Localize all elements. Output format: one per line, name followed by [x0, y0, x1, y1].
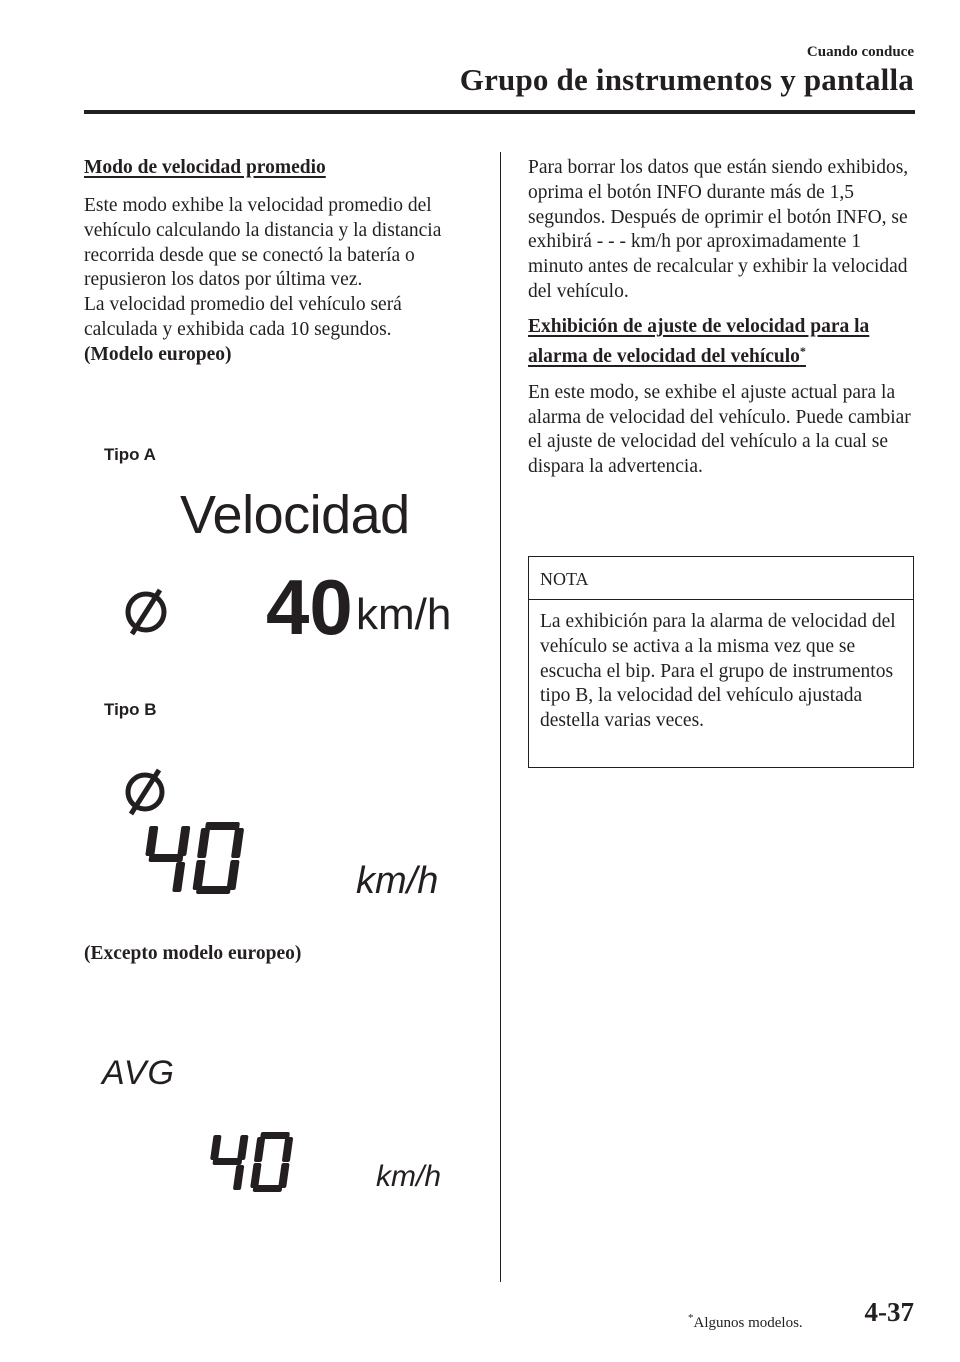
section-heading-speed-alarm	[528, 315, 916, 369]
figure-label-type-a: Tipo A	[104, 445, 156, 464]
lcd-speed-value-type-a: 40	[266, 563, 353, 651]
header-rule	[84, 110, 915, 114]
note-title: NOTA	[529, 557, 913, 600]
model-european-label: (Modelo europeo)	[84, 343, 232, 365]
lcd-speed-unit-type-a: km/h	[356, 590, 452, 639]
page-number: 4-37	[864, 1297, 914, 1327]
right-column	[528, 156, 916, 480]
lcd-seven-segment-digits-type-b	[140, 822, 250, 894]
running-header-section: Cuando conduce	[806, 44, 914, 60]
footnote-star-icon: *	[688, 1312, 694, 1324]
paragraph-average-speed: Este modo exhibe la velocidad promedio del vehículo calculando la distancia y la distancia recorrida desde que se conectó la batería o repusieron los datos por última vez.	[84, 195, 442, 291]
model-non-european-label: (Excepto modelo europeo)	[84, 943, 302, 964]
lcd-avg-label: AVG	[102, 1054, 175, 1092]
section-heading-speed-alarm-text: Exhibición de ajuste de velocidad para la alarma de velocidad del vehículo	[528, 315, 870, 367]
average-symbol-icon	[118, 765, 172, 819]
footnote	[688, 1312, 803, 1332]
figure-label-type-b: Tipo B	[104, 700, 157, 719]
lcd-title-velocidad: Velocidad	[180, 485, 410, 545]
column-divider	[500, 152, 501, 1282]
lcd-seven-segment-digits-non-eu	[206, 1132, 298, 1192]
page-title: Grupo de instrumentos y pantalla	[459, 62, 914, 97]
note-text: La exhibición para la alarma de velocidad del vehículo se activa a la misma vez que se escucha el bip. Para el grupo de instrumentos tipo B, la velocidad del vehículo ajustada destella varias veces.	[540, 611, 896, 732]
lcd-speed-unit-non-eu: km/h	[376, 1160, 442, 1193]
lcd-speed-unit-type-b: km/h	[356, 860, 439, 902]
note-box	[528, 556, 914, 768]
average-symbol-icon	[118, 584, 174, 640]
footnote-text: Algunos modelos.	[693, 1315, 803, 1331]
some-models-star-icon: *	[799, 343, 806, 358]
section-heading-average-speed: Modo de velocidad promedio	[84, 157, 326, 178]
left-column	[84, 156, 479, 368]
paragraph-speed-alarm: En este modo, se exhibe el ajuste actual para la alarma de velocidad del vehículo. Puede cambiar el ajuste de velocidad del vehículo a la cual se dispara la advertencia.	[528, 381, 911, 478]
paragraph-calculation: La velocidad promedio del vehículo será calculada y exhibida cada 10 segundos.	[84, 294, 402, 340]
paragraph-clear-data: Para borrar los datos que están siendo exhibidos, oprima el botón INFO durante más de 1,5 segundos. Después de oprimir el botón INFO, se exhibirá - - - km/h por aproximadamente 1 minuto antes de recalcular y exhibir la velocidad del vehículo.	[528, 157, 909, 302]
